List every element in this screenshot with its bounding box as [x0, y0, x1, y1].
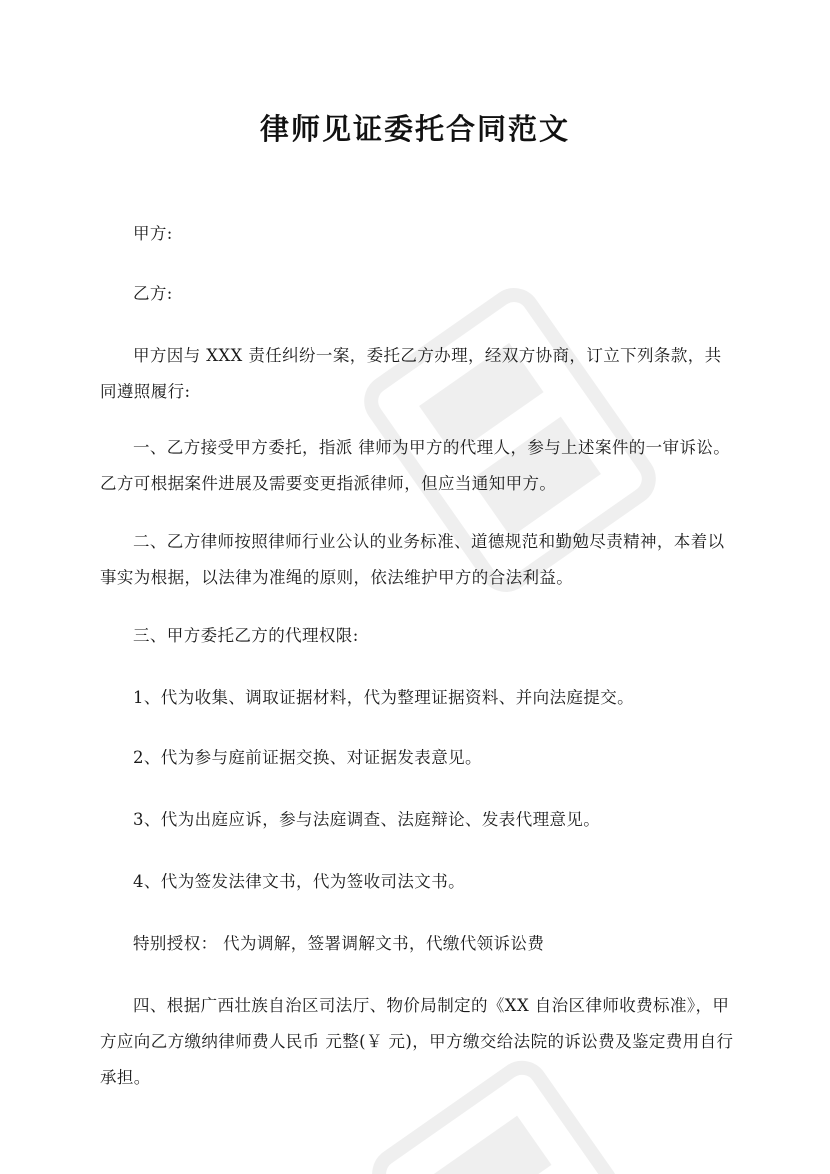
- clause-3-heading: 三、甲方委托乙方的代理权限:: [133, 626, 359, 645]
- authority-item-2: 2、代为参与庭前证据交换、对证据发表意见。: [133, 748, 482, 767]
- intro-paragraph: 甲方因与 XXX 责任纠纷一案，委托乙方办理，经双方协商，订立下列条款，共同遵照履行:: [100, 346, 722, 401]
- party-a-line: 甲方:: [133, 224, 173, 243]
- authority-item-3: 3、代为出庭应诉，参与法庭调查、法庭辩论、发表代理意见。: [133, 810, 601, 829]
- party-b-line: 乙方:: [133, 284, 173, 303]
- clause-1-paragraph: 一、乙方接受甲方委托，指派 律师为甲方的代理人，参与上述案件的一审诉讼。乙方可根据案件进展及需要变更指派律师，但应当通知甲方。: [100, 438, 731, 493]
- clause-2-paragraph: 二、乙方律师按照律师行业公认的业务标准、道德规范和勤勉尽责精神，本着以事实为根据，以法律为准绳的原则，依法维护甲方的合法利益。: [100, 532, 725, 587]
- special-authorization: 特别授权： 代为调解，签署调解文书，代缴代领诉讼费: [133, 934, 545, 953]
- document-title: 律师见证委托合同范文: [259, 112, 570, 146]
- authority-item-4: 4、代为签发法律文书，代为签收司法文书。: [133, 872, 465, 891]
- authority-item-1: 1、代为收集、调取证据材料，代为整理证据资料、并向法庭提交。: [133, 688, 634, 707]
- clause-4-paragraph: 四、根据广西壮族自治区司法厅、物价局制定的《XX 自治区律师收费标准》，甲方应向乙方缴纳律师费人民币 元整(￥ 元)，甲方缴交给法院的诉讼费及鉴定费用自行承担。: [100, 996, 734, 1087]
